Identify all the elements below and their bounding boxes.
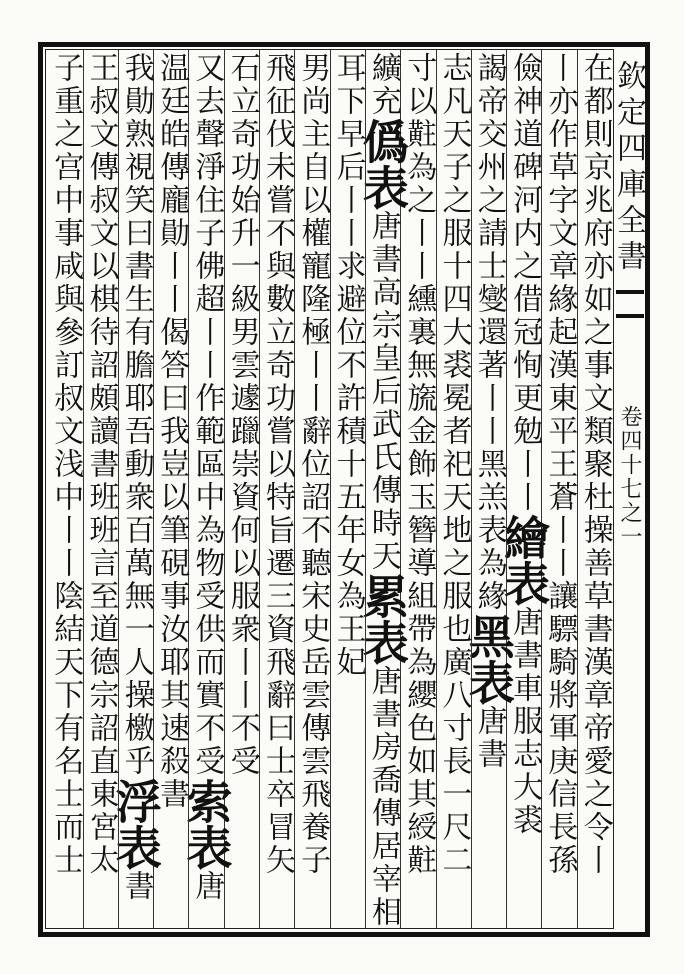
entry-heading: 浮表 [108, 778, 163, 870]
column-text: 謁帝交州之請士燮還著丨丨黑羔表為緣 [471, 52, 507, 613]
column-text: 温廷皓傳龐勛丨丨偈答曰我豈以筆硯事汝耶其速殺書 [154, 52, 190, 811]
column-text: 我勛熟視笑曰書生有膽耶吾動衆百萬無一人操檄乎 [118, 52, 154, 778]
column-text: 唐書 [471, 705, 507, 771]
margin-volume-label: 卷四十七之一 [617, 405, 642, 549]
column-text: 纊充 [365, 52, 401, 118]
column-text: 子重之宫中事咸與參訂叔文浅中丨丨陰結天下有名士而士 [48, 52, 84, 877]
column-text: 唐書車服志大裘 [507, 606, 543, 837]
entry-heading: 繪表 [497, 514, 552, 606]
column-text: 耳下早后丨丨求避位不許積十五年女為王妃 [330, 52, 366, 679]
column-text: 丨亦作草字文章緣起漢東平王蒼丨丨讓驃騎將軍庚信長孫 [542, 52, 578, 877]
column-text: 書 [118, 870, 154, 903]
entry-heading: 累表 [355, 573, 410, 665]
column-text: 又去聲淨住子佛超丨丨作範區中為物受供而實不受 [189, 52, 225, 778]
column-text: 飛征伐未嘗不與數立奇功嘗以特旨遷三資飛辭曰士卒冒矢 [260, 52, 295, 877]
column-text: 在都則京兆府亦如之事文類聚杜操善草書漢章帝愛之令丨 [577, 52, 613, 877]
entry-heading: 僞表 [355, 118, 410, 210]
column-text: 志凡天子之服十四大裘冕者祀天地之服也廣八寸長一尺二 [436, 52, 472, 877]
text-column [44, 52, 86, 926]
column-text: 石立奇功始升一級男雲遽躐崇資何以服衆丨丨不受 [224, 52, 260, 778]
column-text: 寸以黈為之丨丨纁裏無旒金飾玉簪導組帶為纓色如其綬黈 [401, 52, 437, 877]
margin-fishtail-mark [616, 290, 644, 318]
column-text: 唐書高宗皇后武氏傳時天 [365, 210, 401, 573]
column-text: 唐 [189, 870, 225, 903]
column-text: 男尚主自以權寵隆極丨丨辭位詔不聽宋史岳雲傳雲飛養子 [295, 52, 331, 877]
entry-heading: 黑表 [461, 613, 516, 705]
column-text: 唐書房喬傳居宰相 [365, 665, 401, 929]
margin-book-title: 欽定四庫全書 [611, 60, 646, 276]
column-text: 儉神道碑河内之借冠恂更勉丨丨 [507, 52, 543, 514]
entry-heading: 索表 [179, 778, 234, 870]
column-text: 王叔文傳叔文以棋待詔頗讀書班班言至道德宗詔直東宮太 [83, 52, 119, 877]
